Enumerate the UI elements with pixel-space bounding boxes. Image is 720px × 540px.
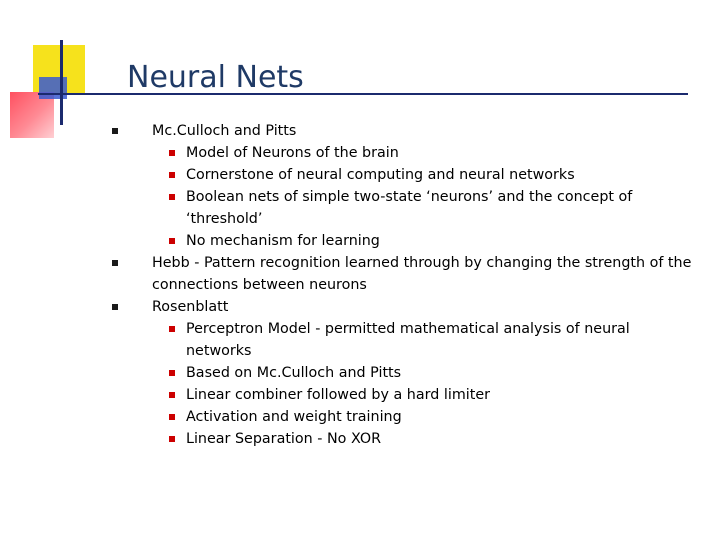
slide-title: Neural Nets xyxy=(127,60,304,95)
sub-bullet-item xyxy=(112,230,697,252)
sub-bullet-text: Activation and weight training xyxy=(186,409,402,425)
sub-bullet-text: Linear combiner followed by a hard limiter xyxy=(186,387,490,403)
decorative-vertical-line xyxy=(60,40,63,125)
sub-bullet-item xyxy=(112,384,697,406)
sub-bullet-text: Boolean nets of simple two-state ‘neurons’ and the concept of ‘threshold’ xyxy=(186,189,633,227)
bullet-list xyxy=(112,120,697,450)
bullet-text: Rosenblatt xyxy=(152,299,229,315)
square-bullet-icon xyxy=(112,304,118,310)
sub-bullet-text: Model of Neurons of the brain xyxy=(186,145,399,161)
square-bullet-icon xyxy=(169,238,175,244)
sub-bullet-text: Cornerstone of neural computing and neural networks xyxy=(186,167,575,183)
sub-bullet-item xyxy=(112,428,697,450)
square-bullet-icon xyxy=(169,370,175,376)
sub-bullet-text: No mechanism for learning xyxy=(186,233,380,249)
sub-bullet-text: Perceptron Model - permitted mathematical analysis of neural networks xyxy=(186,321,630,359)
square-bullet-icon xyxy=(169,414,175,420)
bullet-text: Mc.Culloch and Pitts xyxy=(152,123,297,139)
square-bullet-icon xyxy=(169,326,175,332)
sub-bullet-item xyxy=(112,164,697,186)
bullet-item xyxy=(112,252,697,296)
bullet-text: Hebb - Pattern recognition learned through by changing the strength of the connections between neurons xyxy=(152,255,692,293)
sub-bullet-item xyxy=(112,362,697,384)
sub-bullet-item xyxy=(112,318,697,362)
bullet-item xyxy=(112,120,697,142)
square-bullet-icon xyxy=(169,436,175,442)
square-bullet-icon xyxy=(169,392,175,398)
sub-bullet-text: Based on Mc.Culloch and Pitts xyxy=(186,365,402,381)
square-bullet-icon xyxy=(169,194,175,200)
sub-bullet-text: Linear Separation - No XOR xyxy=(186,431,382,447)
square-bullet-icon xyxy=(112,260,118,266)
square-bullet-icon xyxy=(112,128,118,134)
square-bullet-icon xyxy=(169,150,175,156)
sub-bullet-item xyxy=(112,142,697,164)
bullet-item xyxy=(112,296,697,318)
sub-bullet-item xyxy=(112,186,697,230)
square-bullet-icon xyxy=(169,172,175,178)
sub-bullet-item xyxy=(112,406,697,428)
